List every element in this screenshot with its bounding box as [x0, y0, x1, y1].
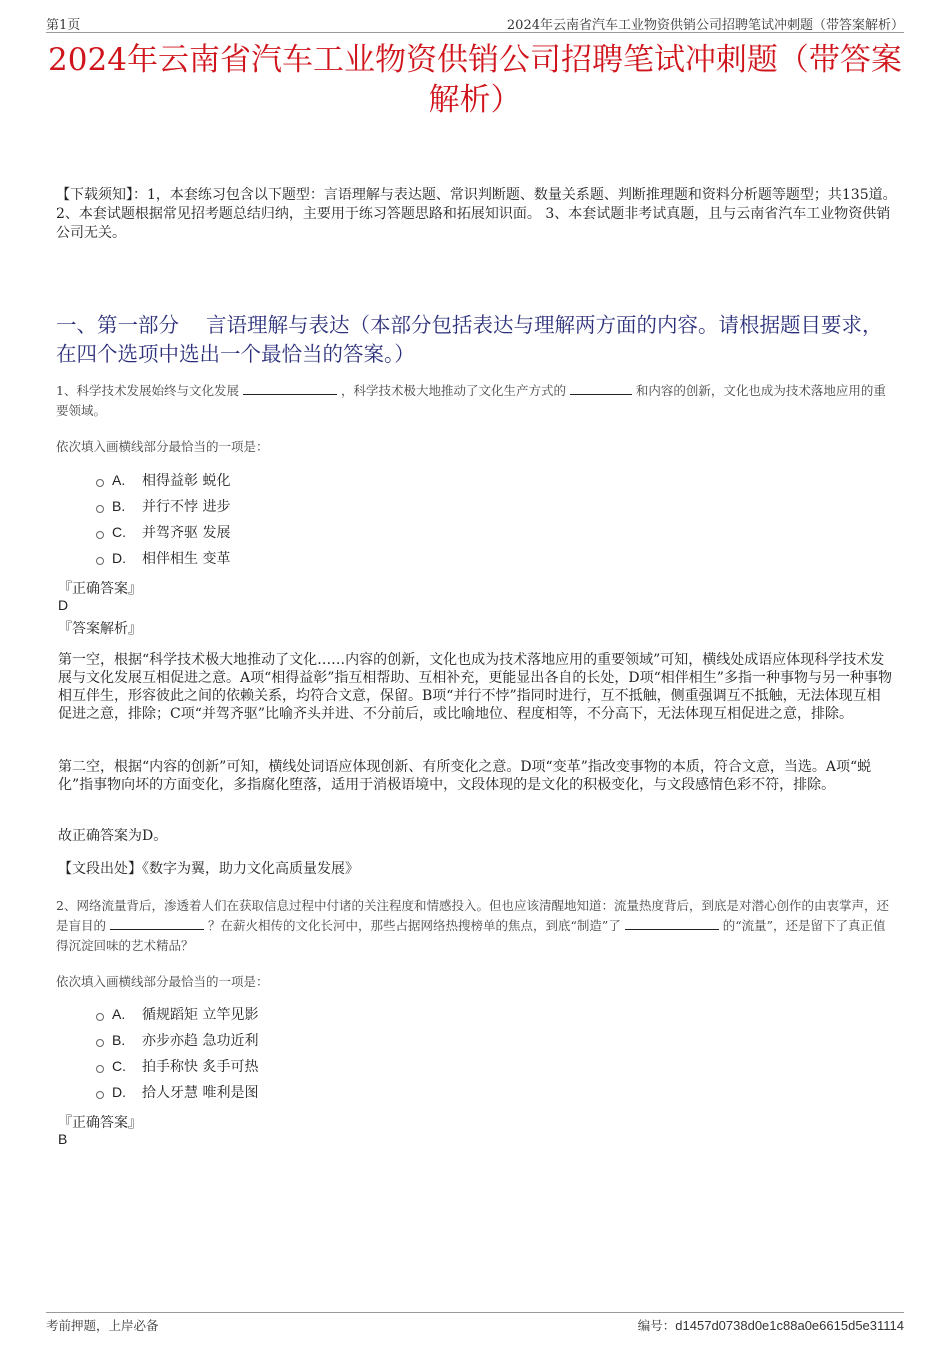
question-1-text-part-a: 1、科学技术发展始终与文化发展 [56, 383, 239, 398]
option-letter: B. [112, 1032, 126, 1048]
question-1-analysis-conclusion: 故正确答案为D。 [58, 828, 168, 844]
option-text: 并驾齐驱 发展 [142, 525, 231, 541]
option-letter: B. [112, 498, 126, 514]
radio-icon[interactable] [96, 1013, 104, 1021]
question-1-text [56, 381, 894, 421]
option-text: 相伴相生 变革 [142, 551, 231, 567]
question-1-source: 【文段出处】《数字为翼，助力文化高质量发展》 [58, 861, 359, 877]
option-text: 循规蹈矩 立竿见影 [142, 1007, 259, 1023]
section-title: 一、第一部分 言语理解与表达（本部分包括表达与理解两方面的内容。请根据题目要求，在四个选项中选出一个最恰当的答案。） [56, 313, 883, 366]
option-letter: A. [112, 1006, 126, 1022]
radio-icon[interactable] [96, 1065, 104, 1073]
question-2-text [56, 896, 894, 956]
option-text: 并行不悖 进步 [142, 499, 231, 515]
question-1-instruction: 依次填入画横线部分最恰当的一项是： [56, 439, 269, 454]
question-1-text-part-b: ，科学技术极大地推动了文化生产方式的 [340, 383, 566, 398]
footer-code [638, 1316, 904, 1334]
radio-icon[interactable] [96, 1039, 104, 1047]
question-1-option-d[interactable] [96, 545, 230, 571]
option-letter: C. [112, 1058, 126, 1074]
page-header [46, 12, 904, 33]
radio-icon[interactable] [96, 557, 104, 565]
page-number: 第1页 [46, 18, 81, 33]
option-letter: C. [112, 524, 126, 540]
download-notice: 【下载须知】：1，本套练习包含以下题型：言语理解与表达题、常识判断题、数量关系题、判断推理题和资料分析题等题型；共135道。 2、本套试题根据常见招考题总结归纳，主要用于练习答题思路和拓展知识面。 3、本套试题非考试真题，且与云南省汽车工业物资供销公司无关。 [56, 187, 897, 241]
option-text: 拍手称快 炙手可热 [142, 1059, 259, 1075]
question-1-option-c[interactable] [96, 519, 230, 545]
question-1-blank-2 [570, 382, 632, 395]
radio-icon[interactable] [96, 531, 104, 539]
question-2-option-c[interactable] [96, 1053, 258, 1079]
question-2-options [96, 1001, 258, 1105]
question-2-instruction: 依次填入画横线部分最恰当的一项是： [56, 974, 269, 989]
option-text: 拾人牙慧 唯利是图 [142, 1085, 259, 1101]
option-text: 相得益彰 蜕化 [142, 473, 231, 489]
question-2-text-part-a: 2、网络流量背后，渗透着人们在获取信息过程中付诸的关注程度和情感投入。但也应该清醒地知道：流量热度背后，到底是对潜心创作的由衷掌声，还是盲目的 [56, 898, 889, 933]
page-footer [46, 1312, 904, 1337]
question-2-option-a[interactable] [96, 1001, 258, 1027]
question-1-analysis-label: 『答案解析』 [58, 621, 142, 637]
question-1-analysis-paragraph-2: 第二空，根据“内容的创新”可知，横线处词语应体现创新、有所变化之意。D项“变革”指改变事物的本质，符合文意，当选。A项“蜕化”指事物向坏的方面变化，多指腐化堕落，适用于消极语境中，文段体现的是文化的积极变化，与文段感情色彩不符，排除。 [58, 759, 872, 793]
option-letter: D. [112, 1084, 126, 1100]
question-2-answer: B [58, 1131, 68, 1147]
question-2-text-part-c: 的“流量”，还是留下了真正值得沉淀回味的艺术精品？ [56, 918, 886, 953]
radio-icon[interactable] [96, 479, 104, 487]
radio-icon[interactable] [96, 505, 104, 513]
option-letter: A. [112, 472, 126, 488]
question-2-blank-1 [110, 917, 204, 930]
question-1-option-a[interactable] [96, 467, 230, 493]
document-title: 2024年云南省汽车工业物资供销公司招聘笔试冲刺题（带答案解析） [48, 42, 902, 118]
footer-code-label: 编号： [637, 1318, 676, 1333]
question-1-option-b[interactable] [96, 493, 230, 519]
question-2-answer-label: 『正确答案』 [58, 1115, 142, 1131]
option-letter: D. [112, 550, 126, 566]
question-2-blank-2 [625, 917, 719, 930]
question-2-text-part-b: ？在薪火相传的文化长河中，那些占据网络热搜榜单的焦点，到底“制造”了 [207, 918, 621, 933]
question-1-answer: D [58, 597, 69, 613]
header-doc-title: 2024年云南省汽车工业物资供销公司招聘笔试冲刺题（带答案解析） [506, 18, 904, 33]
question-1-options [96, 467, 230, 571]
question-1-analysis-paragraph-1: 第一空，根据“科学技术极大地推动了文化……内容的创新，文化也成为技术落地应用的重要领域”可知，横线处成语应体现科学技术发展与文化发展互相促进之意。A项“相得益彰”指互相帮助、互相补充，更能显出各自的长处，D项“相伴相生”多指一种事物与另一种事物相互伴生，形容彼此之间的依赖关系，均符合文意，保留。B项“并行不悖”指同时进行，互不抵触，侧重强调互不抵触，无法体现互相促进之意，排除；C项“并驾齐驱”比喻齐头并进、不分前后，或比喻地位、程度相等，不分高下，无法体现互相促进之意，排除。 [58, 652, 892, 722]
question-1-answer-label: 『正确答案』 [58, 581, 142, 597]
footer-code-value: d1457d0738d0e1c88a0e6615d5e31114 [675, 1318, 904, 1333]
question-2-option-d[interactable] [96, 1079, 258, 1105]
question-1-blank-1 [243, 382, 337, 395]
footer-slogan: 考前押题，上岸必备 [46, 1318, 159, 1333]
option-text: 亦步亦趋 急功近利 [142, 1033, 259, 1049]
question-1-text-part-c: 和内容的创新，文化也成为技术落地应用的重要领域。 [56, 383, 886, 418]
radio-icon[interactable] [96, 1091, 104, 1099]
question-2-option-b[interactable] [96, 1027, 258, 1053]
